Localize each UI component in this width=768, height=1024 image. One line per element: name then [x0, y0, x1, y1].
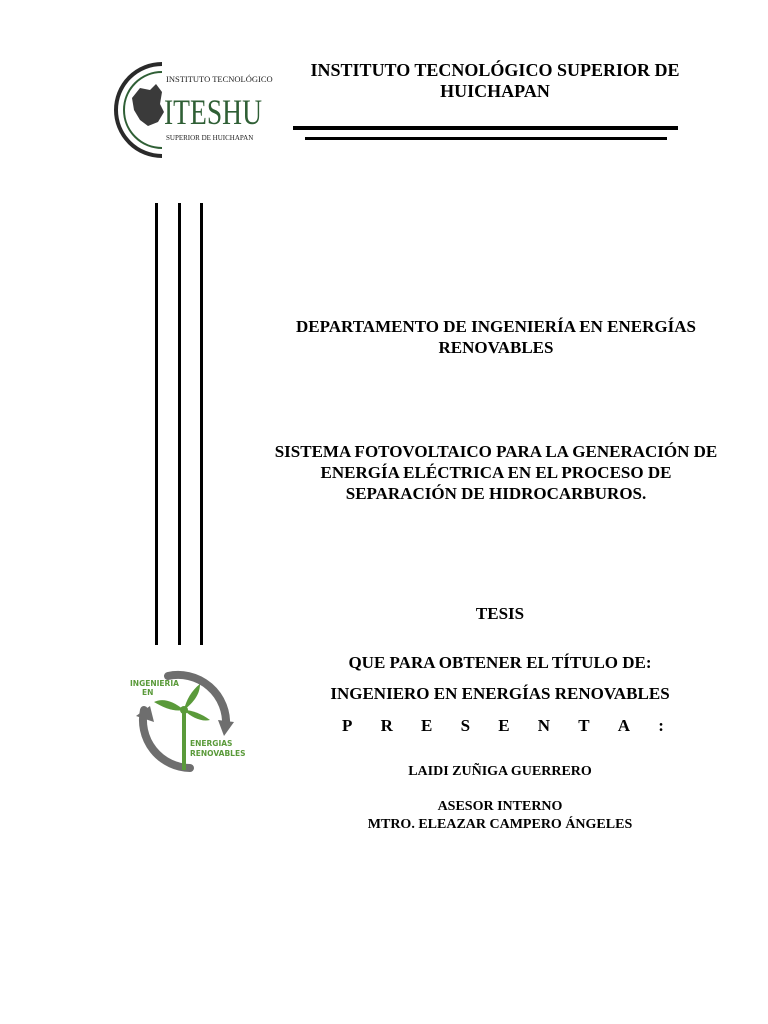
presenta-letter: R: [380, 716, 393, 735]
document-type: TESIS: [475, 604, 525, 623]
wind-turbine-recycle-logo: [128, 668, 246, 776]
decorative-vertical-line: [155, 203, 158, 645]
presenta-letter: A: [617, 716, 631, 735]
degree-purpose: QUE PARA OBTENER EL TÍTULO DE:: [348, 653, 652, 672]
iteshu-main-text: ITESHU: [164, 92, 262, 132]
presenta-letter: S: [460, 716, 471, 735]
presenta-letter: P: [342, 716, 353, 735]
advisor-name: MTRO. ELEAZAR CAMPERO ÁNGELES: [367, 817, 633, 832]
decorative-vertical-line: [200, 203, 203, 645]
decorative-vertical-line: [178, 203, 181, 645]
presenta-letter: N: [537, 716, 551, 735]
ier-text-mid: EN: [142, 688, 154, 697]
header-rule-bottom: [305, 137, 667, 140]
header-rule-top: [293, 126, 678, 130]
iteshu-top-text: INSTITUTO TECNOLÓGICO: [166, 74, 273, 84]
iteshu-bottom-text: SUPERIOR DE HUICHAPAN: [166, 134, 254, 142]
ier-text-bottom-1: ENERGIAS: [190, 739, 233, 748]
advisor-label: ASESOR INTERNO: [437, 799, 563, 814]
thesis-title: SISTEMA FOTOVOLTAICO PARA LA GENERACIÓN DE ENERGÍA ELÉCTRICA EN EL PROCESO DE SEPARACIÓN DE HIDROCARBUROS.: [274, 442, 718, 503]
ier-text-bottom-2: RENOVABLES: [190, 749, 246, 758]
ier-text-top: INGENIERIA: [130, 679, 179, 688]
degree-name: INGENIERO EN ENERGÍAS RENOVABLES: [330, 684, 670, 703]
presenta-letter: :: [658, 716, 664, 735]
presenta-letter: E: [498, 716, 510, 735]
department-name: DEPARTAMENTO DE INGENIERÍA EN ENERGÍAS RENOVABLES: [296, 317, 696, 357]
author-name: LAIDI ZUÑIGA GUERRERO: [408, 764, 592, 779]
iteshu-logo: [118, 60, 273, 160]
presenta-letter: E: [421, 716, 433, 735]
presenta-letter: T: [578, 716, 590, 735]
presenta-spaced: [342, 716, 664, 736]
institution-title: INSTITUTO TECNOLÓGICO SUPERIOR DE HUICHAPAN: [310, 60, 680, 101]
